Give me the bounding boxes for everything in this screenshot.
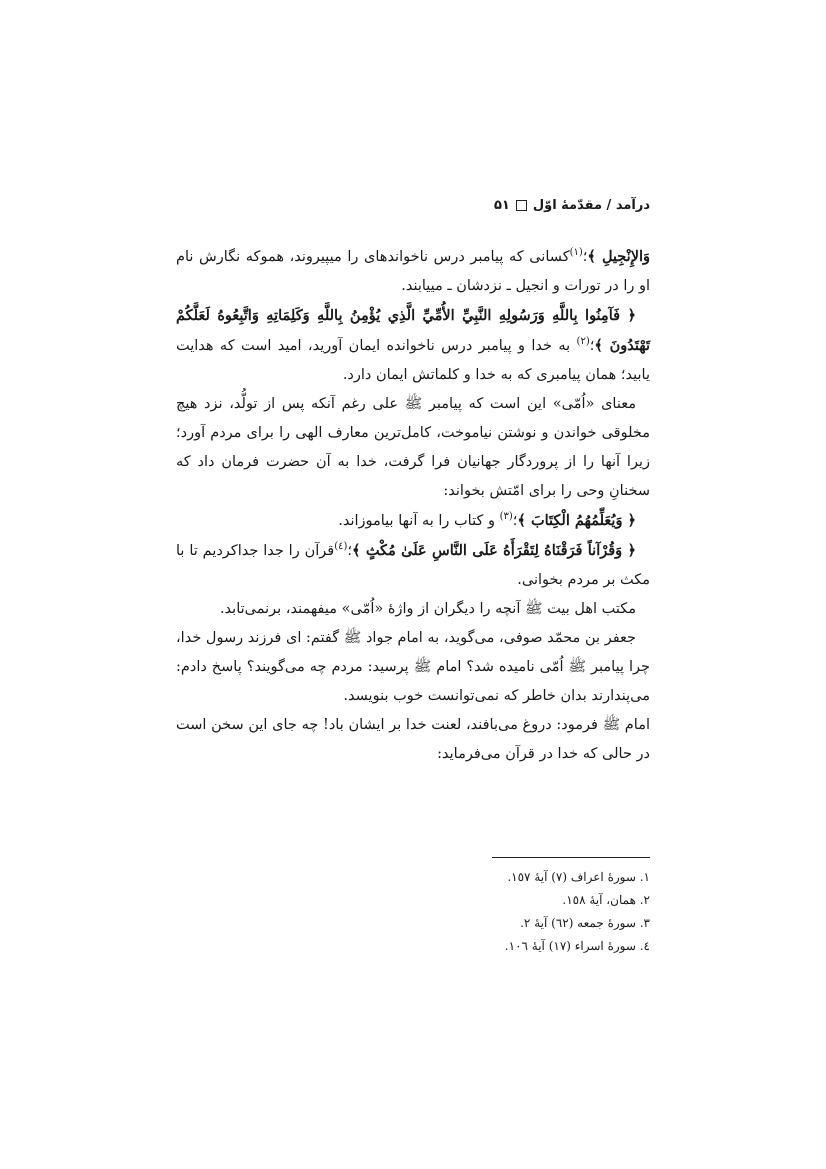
paragraph-text: قرآن را جدا جداکردیم تا با مکث بر مردم بخوانی. [176, 543, 650, 588]
footnote-reference: (۲) [576, 336, 590, 348]
quran-verse: ﴿ وَيُعَلِّمُهُمُ الْكِتَابَ ﴾ [517, 512, 636, 529]
paragraph [176, 242, 650, 301]
square-ornament-icon [516, 200, 527, 211]
paragraph [176, 301, 650, 390]
quran-verse: ﴿ فَآمِنُوا بِاللَّهِ وَرَسُولِهِ النَّبِيِّ الأُمِّيِّ الَّذِي يُؤْمِنُ بِاللَّهِ وَكَلِمَاتِهِ وَاتَّبِعُوهُ لَعَلَّكُمْ تَهْتَدُونَ ﴾ [176, 307, 650, 354]
quran-verse: وَالإِنْجِيلِ ﴾ [587, 248, 650, 265]
paragraph [176, 390, 650, 506]
paragraph-text: مکتب اهل بیت ﷺ آنچه را دیگران از واژهٔ «اُمّی» میفهمند، برنمی‌تابد. [219, 601, 636, 617]
paragraph-text: امام ﷺ فرمود: دروغ می‌بافند، لعنت خدا بر ایشان باد! چه جای این سخن است در حالی که خدا در قرآن می‌فرماید: [176, 717, 650, 762]
footnote-item: ٢. همان، آیهٔ ١٥٨. [562, 893, 650, 907]
footnote-reference: (۳) [499, 511, 513, 523]
paragraph [176, 711, 650, 769]
footnote-item: ٣. سورهٔ جمعه (٦٢) آیهٔ ٢. [520, 916, 650, 930]
footnote-reference: (٤) [334, 541, 348, 553]
paragraph-text: جعفر بن محمّد صوفی، می‌گوید، به امام جواد ﷺ گفتم: ای فرزند رسول خدا، چرا پیامبر ﷺ اُمّی نامیده شد؟ امام ﷺ پرسید: مردم چه می‌گویند؟ پاسخ دادم: می‌پندارند بدان خاطر که نمی‌توانست خوب بنویسد. [176, 630, 650, 704]
header-title: درآمد / مقدّمهٔ اوّل [532, 198, 650, 213]
footnotes [350, 866, 650, 958]
footnote-item: ٤. سورهٔ اسراء (١٧) آیهٔ ١٠٦. [504, 939, 650, 953]
paragraph [176, 536, 650, 595]
quran-verse: ﴿ وَقُرْآناً فَرَقْنَاهُ لِتَقْرَأَهُ عَلَى النَّاسِ عَلَىٰ مُكْثٍ ﴾ [352, 542, 636, 559]
paragraph [176, 595, 650, 624]
paragraph-text: و کتاب را به آنها بیاموزاند. [338, 513, 500, 529]
paragraph-text: ؛ [582, 249, 588, 265]
footnote-item: ١. سورهٔ اعراف (٧) آیهٔ ١٥٧. [507, 870, 650, 884]
footnote-divider [492, 857, 650, 858]
paragraph-text: ؛ [347, 543, 352, 559]
paragraph [176, 624, 650, 711]
main-text [176, 242, 650, 769]
page-number: ۵۱ [493, 198, 510, 213]
paragraph [176, 506, 650, 536]
paragraph-text: کسانی که پیامبر درس ناخواندهای را میپیروند، هموکه نگارش نام او را در تورات و انجیل ـ نزدشان ـ مییابند. [176, 249, 650, 294]
paragraph-text: به خدا و پیامبر درس ناخوانده ایمان آورید، امید است که هدایت یابید؛ همان پیامبری که به خدا و کلماتش ایمان دارد. [176, 338, 650, 383]
paragraph-text: ؛ [589, 338, 595, 354]
running-header [494, 198, 650, 213]
footnote-reference: (۱) [569, 247, 583, 259]
paragraph-text: ؛ [512, 513, 518, 529]
paragraph-text: معنای «اُمّی» این است که پیامبر ﷺ علی رغم آنکه پس از تولُّد، نزد هیچ مخلوقی خواندن و نوشتن نیاموخت، کامل‌ترین معارف الهی را برای مردم آورد؛ زیرا آنها را از پروردگار جهانیان فرا گرفت، خدا به آن حضرت فرمان داد که سخنانِ وحی را برای امّتش بخواند: [176, 396, 650, 499]
